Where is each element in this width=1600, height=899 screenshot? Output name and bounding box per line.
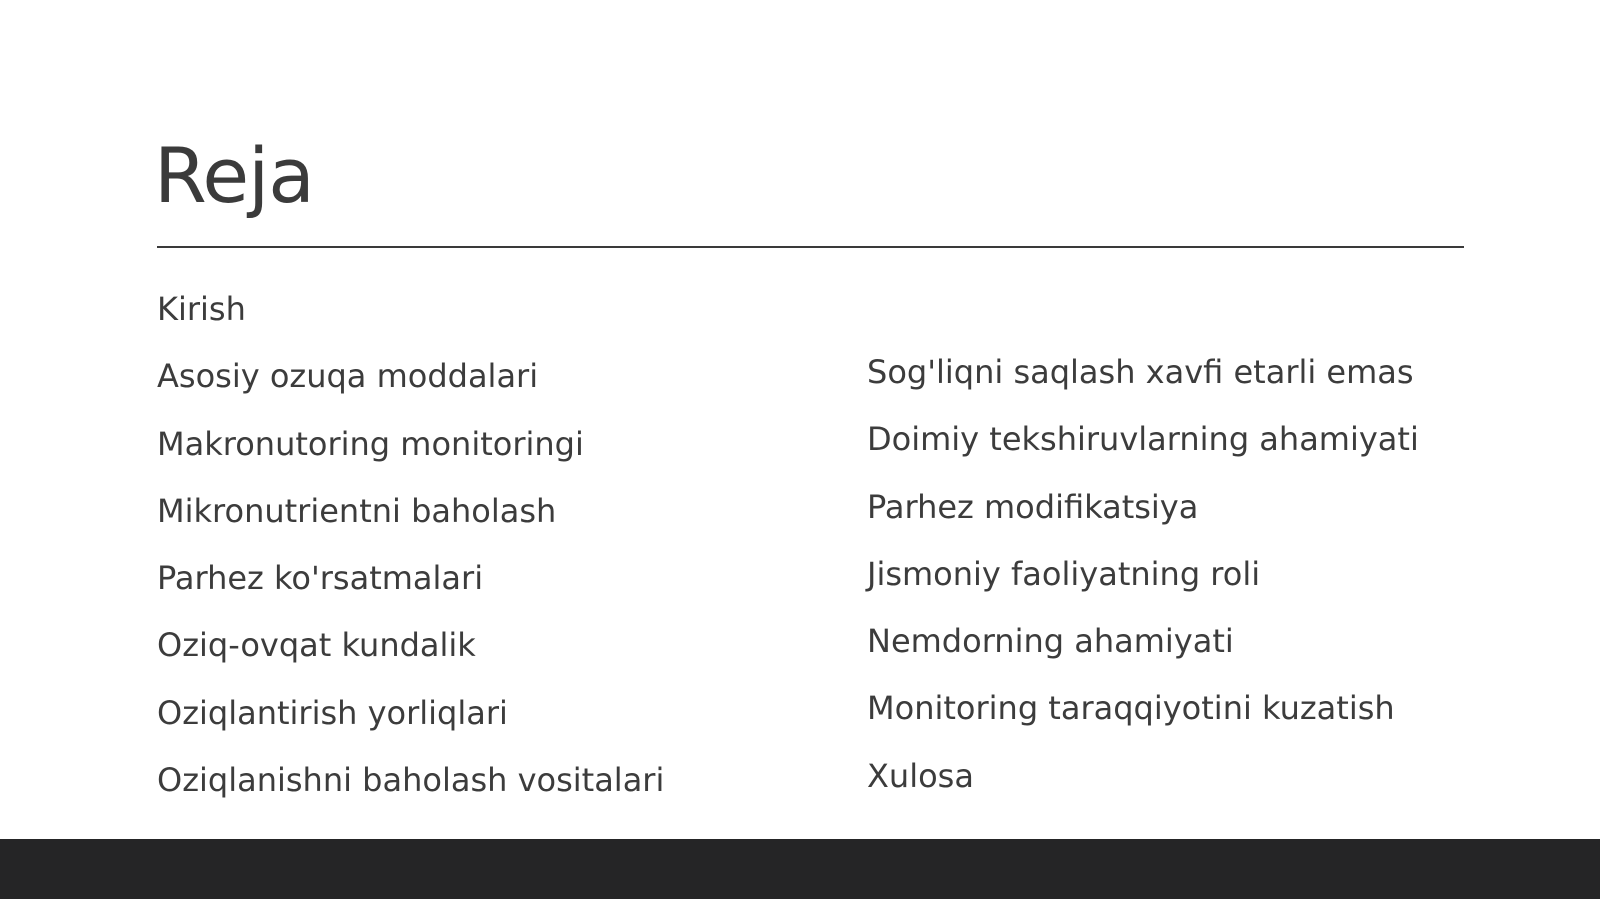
agenda-item: Mikronutrientni baholash <box>157 491 557 530</box>
agenda-item: Nemdorning ahamiyati <box>867 622 1234 661</box>
slide-title: Reja <box>154 131 314 220</box>
agenda-item: Oziq-ovqat kundalik <box>157 626 476 665</box>
agenda-item: Sog'liqni saqlash xavfi etarli emas <box>867 353 1414 391</box>
agenda-item: Kirish <box>157 290 246 328</box>
agenda-item: Parhez ko'rsatmalari <box>157 559 484 598</box>
agenda-item: Parhez modifikatsiya <box>867 487 1199 526</box>
agenda-list-left <box>157 276 664 814</box>
agenda-item: Oziqlanishni baholash vositalari <box>157 761 665 800</box>
agenda-item: Makronutoring monitoringi <box>157 424 584 463</box>
title-divider <box>157 246 1464 248</box>
agenda-item: Doimiy tekshiruvlarning ahamiyati <box>867 420 1419 459</box>
agenda-item: Oziqlantirish yorliqlari <box>157 693 508 732</box>
agenda-item: Monitoring taraqqiyotini kuzatish <box>867 689 1395 728</box>
agenda-item: Xulosa <box>867 756 974 795</box>
agenda-list-right <box>867 339 1419 810</box>
agenda-item: Jismoniy faoliyatning roli <box>867 554 1261 593</box>
footer-bar <box>0 839 1600 899</box>
agenda-item: Asosiy ozuqa moddalari <box>157 357 539 396</box>
